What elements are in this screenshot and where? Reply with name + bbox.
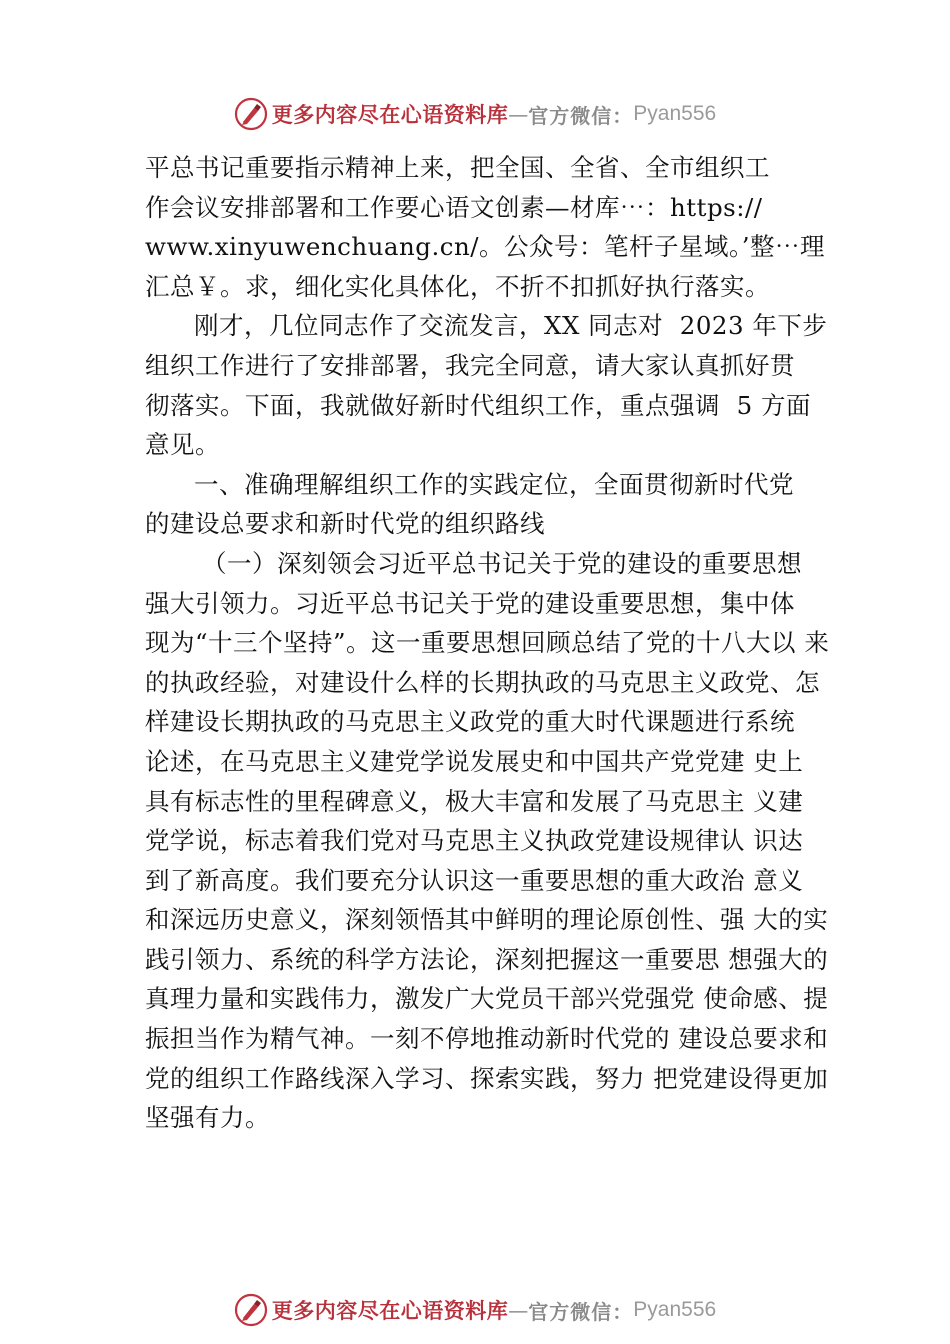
text-line: 彻落实。下面，我就做好新时代组织工作，重点强调 5 方面 (145, 390, 811, 420)
text-line: 党学说，标志着我们党对马克思主义执政党建设规律认 识达 (145, 826, 804, 856)
section-heading: 一、准确理解组织工作的实践定位，全面贯彻新时代党 (194, 469, 794, 499)
header-site-name: 更多内容尽在心语资料库 (271, 102, 509, 127)
footer-site-name: 更多内容尽在心语资料库 (271, 1298, 509, 1323)
text-line: 和深远历史意义，深刻领悟其中鲜明的理论原创性、强 大的实 (145, 905, 829, 935)
text-line: 论述，在马克思主义建党学说发展史和中国共产党党建 史上 (145, 746, 804, 776)
header-separator: — (508, 102, 529, 126)
text-line: 平总书记重要指示精神上来，把全国、全省、全市组织工 (145, 153, 770, 182)
text-line: 样建设长期执政的马克思主义政党的重大时代课题进行系统 (145, 707, 795, 737)
document-body (145, 148, 835, 1138)
text-line: 党的组织工作路线深入学习、探索实践，努力 把党建设得更加 (145, 1063, 829, 1093)
footer-wechat-id: Pyan556 (633, 1298, 717, 1321)
text-line: 现为“十三个坚持”。这一重要思想回顾总结了党的十八大以 来 (145, 628, 830, 658)
pen-nib-logo-icon (234, 1293, 268, 1327)
subsection-heading: （一）深刻领会习近平总书记关于党的建设的重要思想 (202, 548, 802, 578)
header-wechat-id: Pyan556 (633, 102, 717, 125)
section-heading: 的建设总要求和新时代党的组织路线 (145, 509, 545, 539)
footer-watermark-banner (0, 1290, 950, 1330)
text-line: 强大引领力。习近平总书记关于党的建设重要思想，集中体 (145, 588, 795, 618)
text-line: 组织工作进行了安排部署，我完全同意，请大家认真抓好贯 (145, 350, 795, 380)
text-line: 到了新高度。我们要充分认识这一重要思想的重大政治 意义 (145, 865, 804, 895)
footer-wechat-label: 官方微信： (528, 1299, 634, 1324)
text-line: www.xinyuwenchuang.cn/。公众号：笔杆子星域。’整⋯理 (145, 232, 826, 262)
text-line: 汇总￥。求，细化实化具体化，不折不扣抓好执行落实。 (145, 271, 770, 301)
text-line: 意见。 (145, 430, 220, 460)
header-wechat-label: 官方微信： (528, 103, 634, 128)
text-line: 坚强有力。 (145, 1103, 270, 1133)
text-line: 具有标志性的里程碑意义，极大丰富和发展了马克思主 义建 (145, 786, 804, 816)
text-line: 践引领力、系统的科学方法论，深刻把握这一重要思 想强大的 (145, 944, 829, 974)
text-line: 的执政经验，对建设什么样的长期执政的马克思主义政党、怎 (145, 667, 820, 697)
text-line: 作会议安排部署和工作要心语文创素—材库⋯：https:// (145, 192, 763, 222)
text-line: 刚才，几位同志作了交流发言，XX 同志对 2023 年下步 (194, 311, 828, 341)
text-line: 真理力量和实践伟力，激发广大党员干部兴党强党 使命感、提 (145, 984, 829, 1014)
header-watermark-banner (0, 94, 950, 134)
pen-nib-logo-icon (234, 97, 268, 131)
text-line: 振担当作为精气神。一刻不停地推动新时代党的 建设总要求和 (145, 1024, 829, 1054)
footer-separator: — (508, 1298, 529, 1322)
